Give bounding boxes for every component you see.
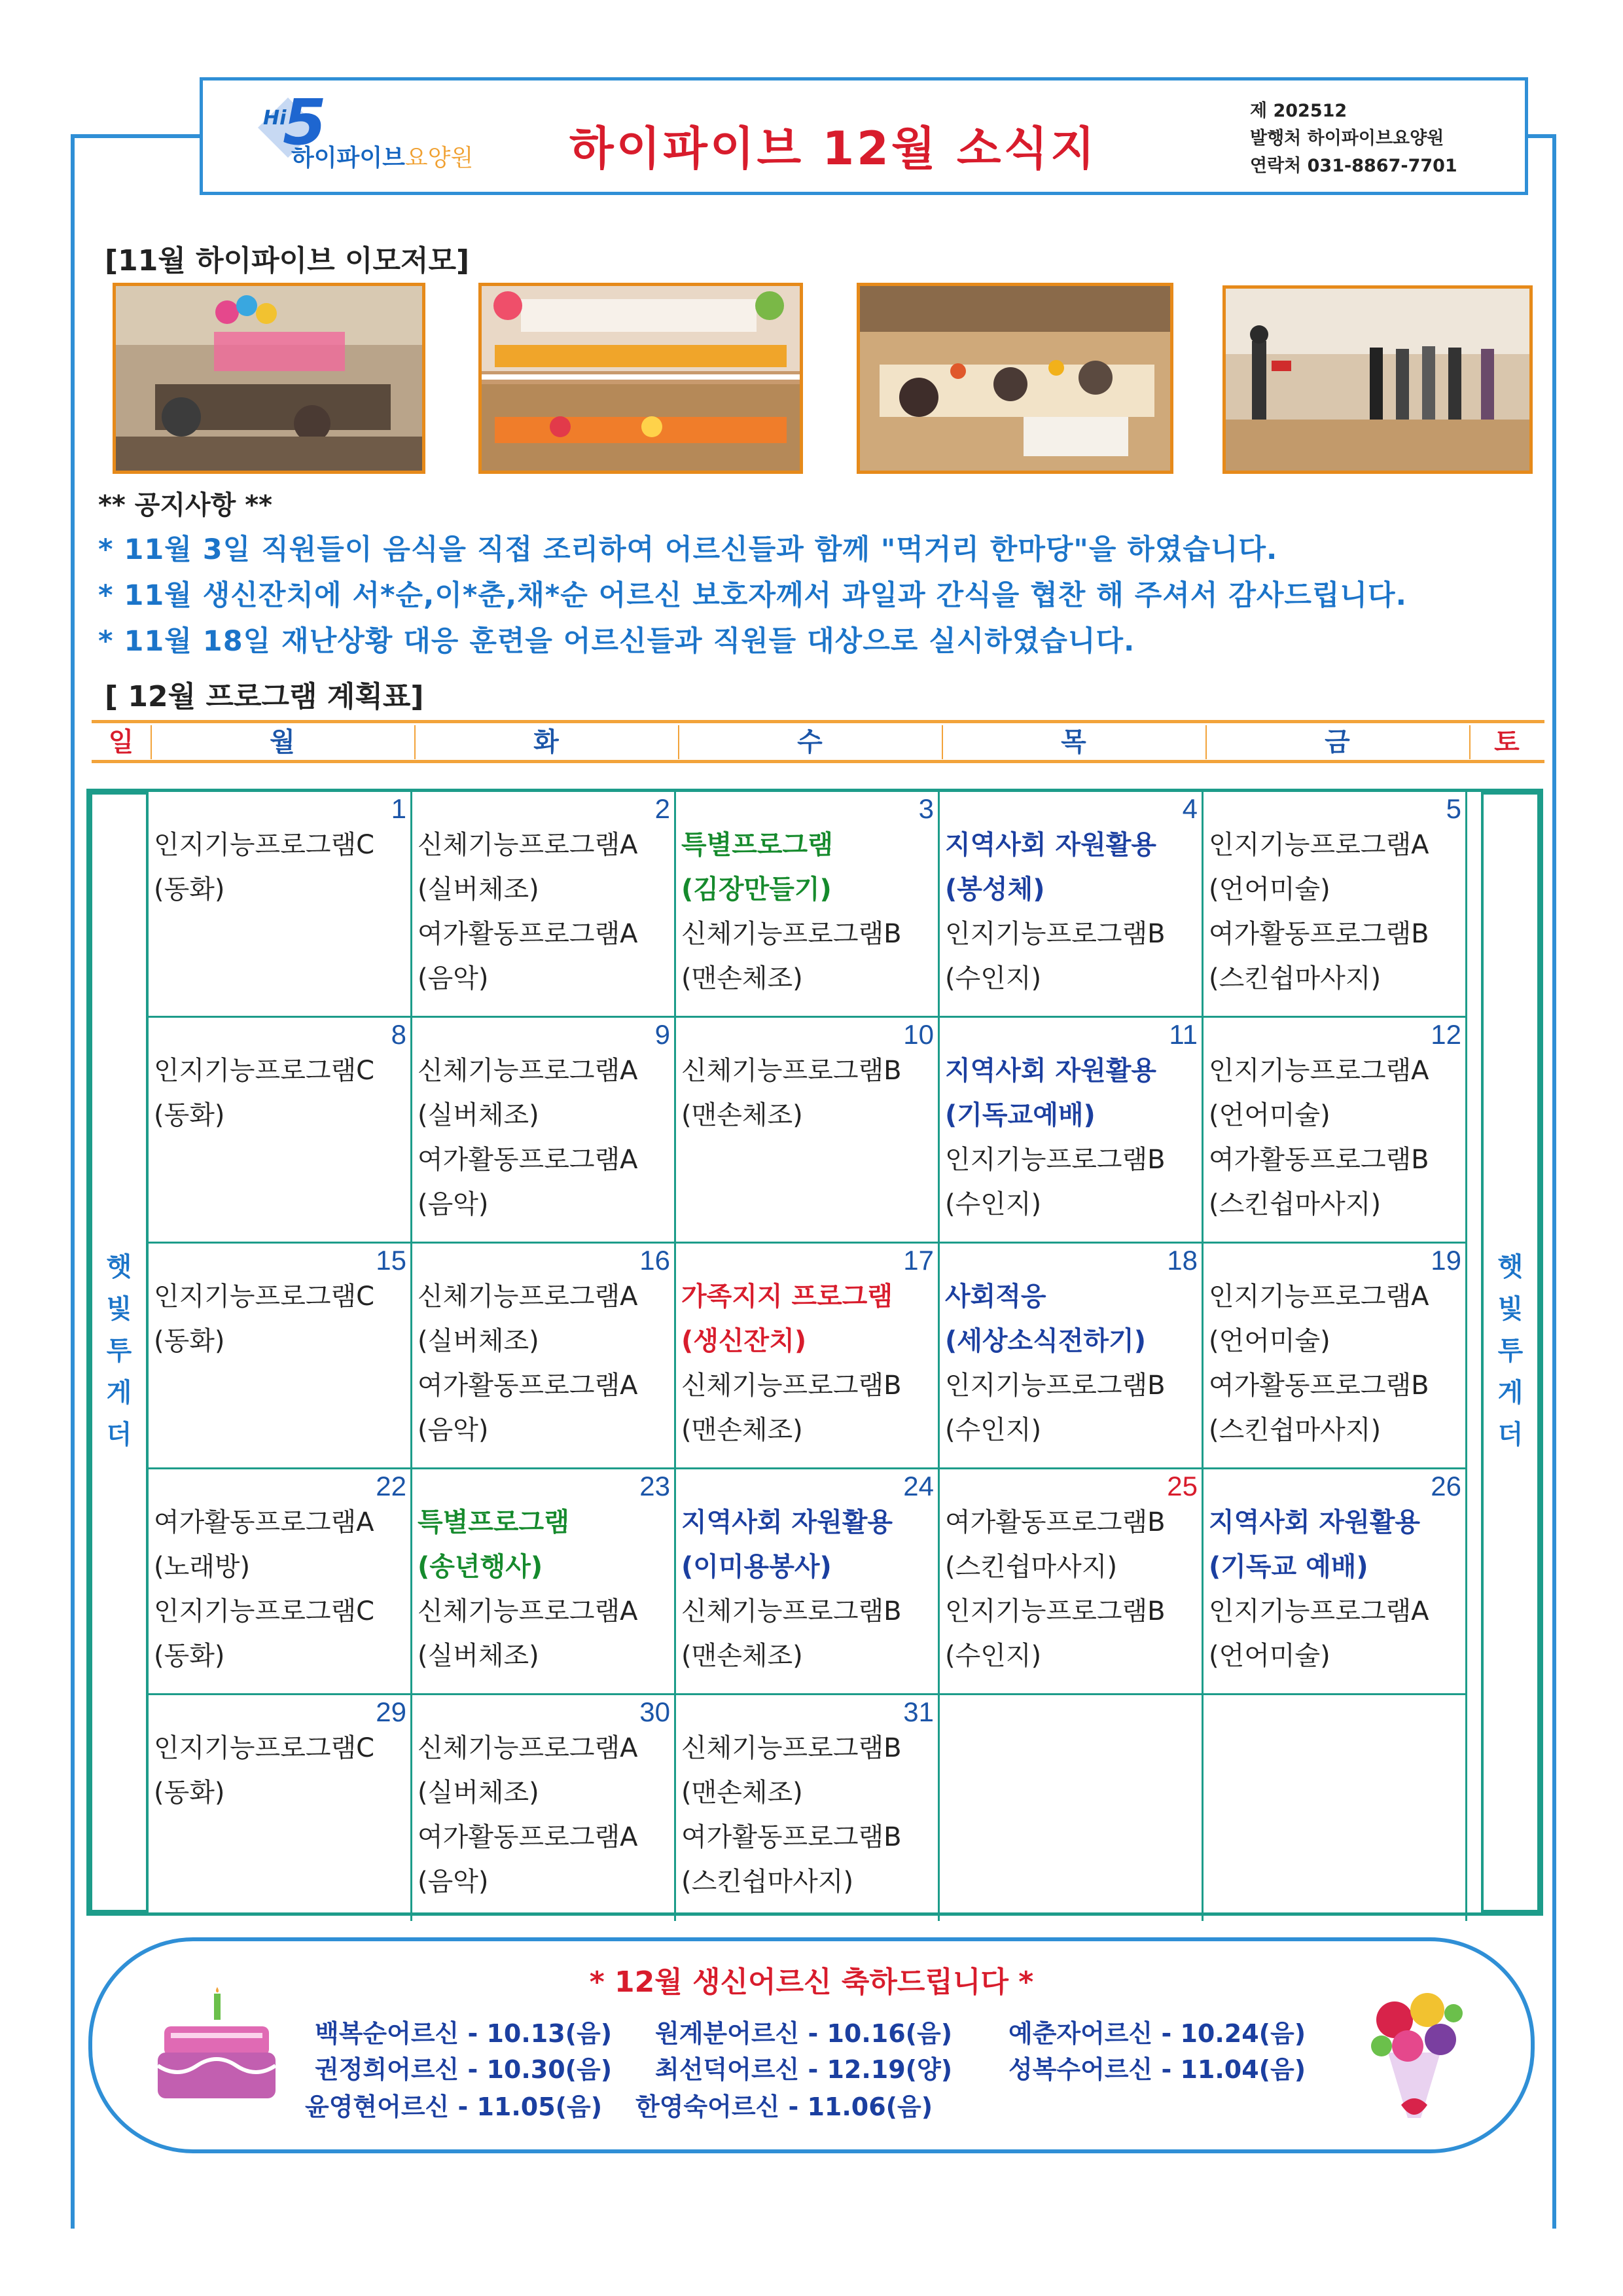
side-label-char: 투 [1497,1336,1524,1366]
logo-name: 하이파이브 [291,145,405,171]
weekday-header-bottom-rule [92,760,1544,763]
program-line: 신체기능프로그램B [681,1596,902,1626]
program-line: 신체기능프로그램B [681,1056,902,1086]
program-line: 인지기능프로그램B [945,1596,1166,1626]
program-line: 여가활동프로그램A [418,1145,638,1175]
day-number: 18 [1167,1245,1198,1276]
program-line: 여가활동프로그램B [1209,1371,1429,1401]
program-line: 지역사회 자원활용 [945,830,1157,860]
sunday-side-label [92,1246,146,1456]
birthday-entry: 예춘자어르신 - 10.24(음) [1008,2019,1306,2048]
day-thursday: 목 [942,725,1207,759]
program-line: (언어미술) [1209,1641,1330,1671]
program-line: (동화) [154,1326,225,1356]
saturday-column [1481,792,1540,1912]
saturday-side-label [1484,1246,1537,1456]
program-line: (수인지) [945,1415,1042,1445]
program-line: (스킨쉽마사지) [945,1552,1118,1582]
program-line: 특별프로그램 [418,1507,569,1537]
sunday-column [90,792,149,1912]
notice-item-1: * 11월 3일 직원들이 음식을 직접 조리하여 어르신들과 함께 "먹거리 한마당"을 하였습니다. [98,533,1278,566]
program-line: (맨손체조) [681,1415,803,1445]
schedule-heading: [ 12월 프로그램 계획표] [105,680,424,713]
birthday-entry: 한영숙어르신 - 11.06(음) [635,2092,933,2121]
program-line: (음악) [418,1415,489,1445]
calendar-day-cell [940,792,1204,1018]
program-line: 신체기능프로그램B [681,1371,902,1401]
program-line: 인지기능프로그램A [1209,1282,1429,1312]
day-wednesday: 수 [678,725,943,759]
program-line: 인지기능프로그램C [154,1282,375,1312]
program-line: 사회적응 [945,1282,1046,1312]
program-line: 여가활동프로그램B [945,1507,1166,1537]
side-label-char: 빛 [106,1294,132,1324]
program-line: (음악) [418,1189,489,1219]
logo [229,86,474,173]
birthday-entry: 원계분어르신 - 10.16(음) [655,2019,953,2048]
day-number: 19 [1431,1245,1461,1276]
day-number: 16 [639,1245,670,1276]
newsletter-header [200,77,1528,195]
birthday-box [88,1937,1535,2153]
calendar-day-cell [940,1018,1204,1244]
day-number: 11 [1169,1019,1198,1050]
program-line: 신체기능프로그램A [418,1056,638,1086]
calendar-day-cell [1204,792,1467,1018]
program-line: 지역사회 자원활용 [945,1056,1157,1086]
calendar-day-cell [149,1695,412,1921]
day-number: 31 [903,1696,934,1727]
day-friday: 금 [1205,725,1471,759]
program-line: 신체기능프로그램A [418,830,638,860]
photo-3 [857,283,1173,474]
calendar-day-cell [149,1469,412,1695]
program-line: (실버체조) [418,1326,539,1356]
side-label-char: 투 [106,1336,132,1366]
program-line: 인지기능프로그램A [1209,830,1429,860]
calendar-day-cell [940,1244,1204,1469]
calendar-day-cell [412,792,676,1018]
day-number: 5 [1446,793,1461,824]
program-line: (동화) [154,1641,225,1671]
calendar-day-cell [412,1695,676,1921]
day-number: 12 [1431,1019,1461,1050]
program-line: 인지기능프로그램C [154,1596,375,1626]
day-number: 3 [918,793,934,824]
program-line: (음악) [418,1867,489,1897]
program-line: (맨손체조) [681,963,803,994]
program-line: (스킨쉽마사지) [1209,1415,1382,1445]
photo-1-image [116,286,422,471]
calendar-day-cell [412,1018,676,1244]
birthday-entry: 성복수어르신 - 11.04(음) [1008,2055,1306,2084]
program-line: (스킨쉽마사지) [1209,1189,1382,1219]
birthday-entry: 윤영현어르신 - 11.05(음) [305,2092,603,2121]
birthday-entry: 최선덕어르신 - 12.19(양) [655,2055,953,2084]
calendar-day-cell [940,1695,1204,1921]
calendar-day-cell [1204,1469,1467,1695]
program-line: 여가활동프로그램A [418,1371,638,1401]
program-line: (김장만들기) [681,874,832,905]
day-number: 15 [376,1245,406,1276]
photo-3-image [860,286,1170,471]
program-line: 인지기능프로그램C [154,1056,375,1086]
program-line: (세상소식전하기) [945,1326,1147,1356]
notice-item-3: * 11월 18일 재난상황 대응 훈련을 어르신들과 직원들 대상으로 실시하였습니다. [98,625,1135,658]
program-line: 지역사회 자원활용 [1209,1507,1421,1537]
logo-hi-text: Hi [263,107,287,130]
day-sunday: 일 [92,725,152,759]
program-line: 여가활동프로그램B [1209,919,1429,949]
calendar-day-cell [1204,1695,1467,1921]
contact: 연락처 031-8867-7701 [1250,156,1457,176]
program-line: 신체기능프로그램A [418,1733,638,1763]
side-label-char: 더 [106,1420,132,1450]
calendar-day-cell [1204,1244,1467,1469]
program-line: (맨손체조) [681,1778,803,1808]
day-number: 29 [376,1696,406,1727]
program-line: (언어미술) [1209,1326,1330,1356]
day-number: 30 [639,1696,670,1727]
program-line: 특별프로그램 [681,830,833,860]
program-line: 인지기능프로그램C [154,830,375,860]
day-number: 26 [1431,1471,1461,1501]
program-line: 신체기능프로그램B [681,1733,902,1763]
notice-item-2: * 11월 생신잔치에 서*순,이*춘,채*순 어르신 보호자께서 과일과 간식을 협찬 해 주셔서 감사드립니다. [98,579,1407,612]
program-line: 여가활동프로그램B [1209,1145,1429,1175]
program-line: 신체기능프로그램A [418,1596,638,1626]
side-label-char: 햇 [1497,1252,1524,1282]
birthday-cake-icon [151,1987,282,2118]
program-line: 인지기능프로그램B [945,1371,1166,1401]
day-number: 8 [391,1019,406,1050]
program-line: (이미용봉사) [681,1552,832,1582]
birthday-entry: 권정희어르신 - 10.30(음) [315,2055,613,2084]
day-tuesday: 화 [414,725,679,759]
side-label-char: 더 [1497,1420,1524,1450]
program-line: 여가활동프로그램B [681,1822,902,1852]
program-line: (언어미술) [1209,1100,1330,1130]
program-line: 인지기능프로그램B [945,919,1166,949]
calendar-day-cell [676,1244,940,1469]
program-line: (스킨쉽마사지) [681,1867,854,1897]
birthday-entry: 백복순어르신 - 10.13(음) [315,2019,613,2048]
gallery-heading: [11월 하이파이브 이모저모] [105,244,470,278]
program-line: (기독교 예배) [1209,1552,1368,1582]
day-saturday: 토 [1494,727,1520,757]
weekday-header-top-rule [92,720,1544,723]
calendar-day-cell [149,792,412,1018]
day-number: 4 [1182,793,1198,824]
logo-wordmark [291,139,473,173]
program-line: 지역사회 자원활용 [681,1507,893,1537]
program-line: (봉성체) [945,874,1045,905]
logo-five-text: 5 [283,86,327,159]
photo-2 [478,283,803,474]
side-label-char: 게 [106,1378,132,1408]
program-line: (실버체조) [418,874,539,905]
calendar-day-cell [940,1469,1204,1695]
day-number: 10 [903,1019,934,1050]
birthday-title: * 12월 생신어르신 축하드립니다 * [589,1965,1034,1999]
photo-2-image [482,286,800,471]
page-frame-right [1552,134,1556,2229]
program-line: (음악) [418,963,489,994]
program-line: 신체기능프로그램A [418,1282,638,1312]
side-label-char: 빛 [1497,1294,1524,1324]
day-number: 9 [654,1019,670,1050]
program-line: 인지기능프로그램B [945,1145,1166,1175]
day-monday: 월 [151,725,416,759]
publication-info [1250,98,1457,180]
logo-sub: 요양원 [404,145,474,171]
calendar-day-cell [412,1469,676,1695]
program-line: (기독교예배) [945,1100,1096,1130]
program-line: (스킨쉽마사지) [1209,963,1382,994]
program-line: (실버체조) [418,1100,539,1130]
day-number: 24 [903,1471,934,1501]
day-number: 17 [903,1245,934,1276]
calendar-day-cell [149,1018,412,1244]
calendar-day-cell [676,792,940,1018]
day-number: 2 [654,793,670,824]
publisher: 발행처 하이파이브요양원 [1250,128,1444,149]
photo-1 [113,283,425,474]
weekday-header [92,720,1544,763]
calendar-day-cell [676,1695,940,1921]
program-line: 가족지지 프로그램 [681,1282,893,1312]
calendar-day-cell [1204,1018,1467,1244]
page-frame-top-left [71,134,202,138]
flower-bouquet-icon [1349,1974,1480,2131]
day-number: 25 [1167,1471,1198,1501]
program-line: (노래방) [154,1552,251,1582]
program-line: (실버체조) [418,1641,539,1671]
program-line: (수인지) [945,963,1042,994]
day-number: 1 [391,793,406,824]
program-line: 인지기능프로그램A [1209,1056,1429,1086]
page-frame-left [71,134,75,2229]
program-line: 여가활동프로그램A [418,919,638,949]
program-line: (수인지) [945,1189,1042,1219]
page-title: 하이파이브 12월 소식지 [569,122,1097,175]
program-line: (동화) [154,874,225,905]
program-line: (송년행사) [418,1552,543,1582]
notice-heading: ** 공지사항 ** [98,490,273,520]
program-line: (맨손체조) [681,1641,803,1671]
program-line: 인지기능프로그램C [154,1733,375,1763]
side-label-char: 햇 [106,1252,132,1282]
program-line: (수인지) [945,1641,1042,1671]
program-line: (언어미술) [1209,874,1330,905]
program-line: (실버체조) [418,1778,539,1808]
program-calendar [86,789,1543,1916]
calendar-day-cell [676,1469,940,1695]
calendar-day-cell [149,1244,412,1469]
program-line: (동화) [154,1100,225,1130]
calendar-day-cell [412,1244,676,1469]
program-line: 신체기능프로그램B [681,919,902,949]
photo-4-image [1226,289,1529,471]
issue-number: 제 202512 [1250,101,1347,121]
program-line: 여가활동프로그램A [418,1822,638,1852]
program-line: (맨손체조) [681,1100,803,1130]
side-label-char: 게 [1497,1378,1524,1408]
calendar-day-cell [676,1018,940,1244]
day-number: 22 [376,1471,406,1501]
photo-4 [1222,285,1533,474]
day-number: 23 [639,1471,670,1501]
program-line: (동화) [154,1778,225,1808]
program-line: 여가활동프로그램A [154,1507,374,1537]
program-line: (생신잔치) [681,1326,807,1356]
program-line: 인지기능프로그램A [1209,1596,1429,1626]
